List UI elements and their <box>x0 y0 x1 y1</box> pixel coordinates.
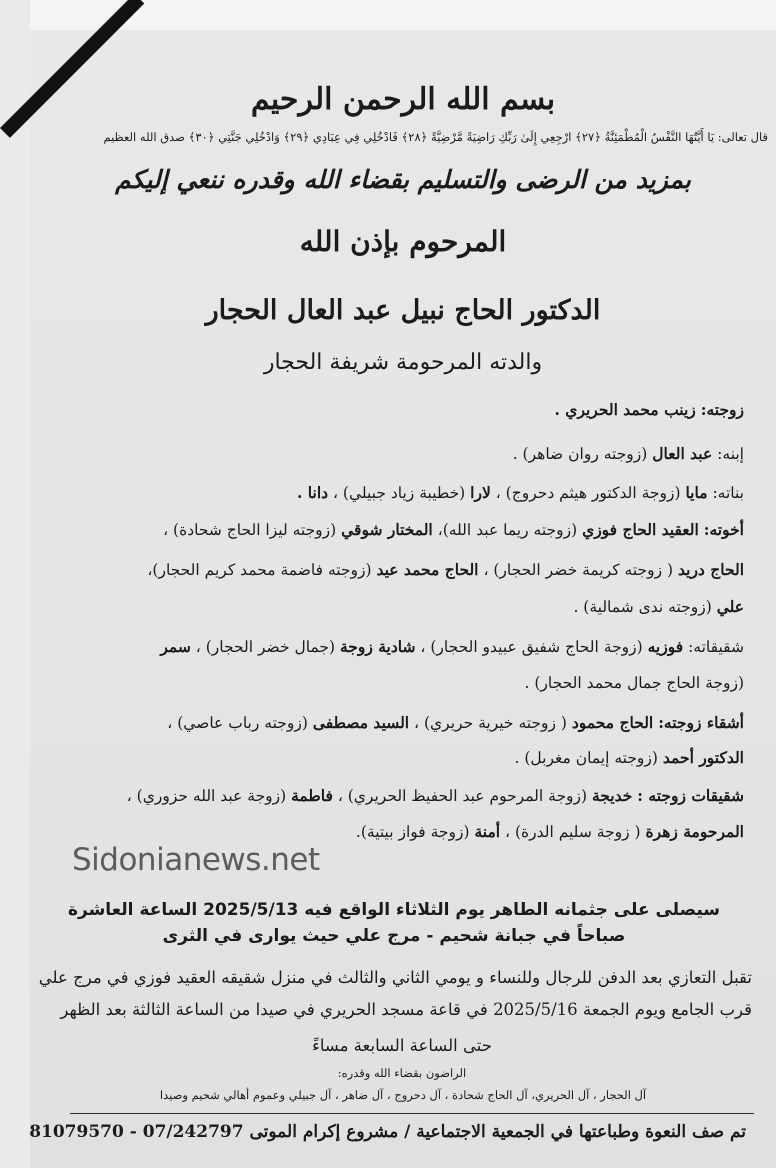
brother-4: الحاج محمد عيد <box>376 560 479 579</box>
daughter-1-rest: (زوجة الدكتور هيثم دحروج) ، <box>495 484 681 502</box>
daughter-3: دانا . <box>296 483 329 502</box>
wife-sister-2-rest: (زوجة عبد الله حزوري) ، <box>126 787 287 805</box>
wife-sister-4: أمنة <box>474 822 501 841</box>
daughter-2-rest: (خطيبة زياد جبيلي) ، <box>332 484 466 502</box>
quran-verse: قال تعالى: يَا أَيَّتُهَا النَّفْسُ الْمُطْمَئِنَّةُ ﴿٢٧﴾ ارْجِعِي إِلَىٰ رَبِّكِ رَاضِيَةً مَّرْضِيَّةً ﴿٢٨﴾ فَادْخُلِي فِي عِبَادِي ﴿٢٩﴾ وَادْخُلِي جَنَّتِي ﴿٣٠﴾ صدق الله العظيم <box>103 130 768 144</box>
closing-line-1: الراضون بقضاء الله وقدره: <box>337 1066 467 1080</box>
brothers-row-2 <box>60 560 744 579</box>
wife-brothers-row-2 <box>60 748 744 767</box>
wife-name: زينب محمد الحريري . <box>554 400 696 419</box>
daughters-label: بناته: <box>712 484 744 502</box>
brother-5: علي <box>716 597 744 616</box>
sister-2: شادية زوجة <box>339 637 416 656</box>
wife-brother-2-rest: (زوجته رباب عاصي) ، <box>167 714 308 732</box>
wife-sister-1: خديجة <box>591 786 633 805</box>
wife-brother-3: الدكتور أحمد <box>662 748 744 767</box>
deceased-status: المرحوم بإذن الله <box>299 225 507 258</box>
funeral-line-1: سيصلى على جثمانه الطاهر يوم الثلاثاء الواقع فيه 2025/5/13 الساعة العاشرة <box>67 900 721 920</box>
wife-brother-1: الحاج محمود <box>571 713 654 732</box>
brother-2-rest: (زوجته ليزا الحاج شحادة) ، <box>163 521 337 539</box>
condolences-line-2: قرب الجامع ويوم الجمعة 2025/5/16 في قاعة مسجد الحريري في صيدا من الساعة الثالثة بعد الظهر <box>60 1000 752 1019</box>
daughter-1: مايا <box>685 483 708 502</box>
sister-1-rest: (زوجة الحاج شفيق عبيدو الحجار) ، <box>420 638 643 656</box>
wife-sisters-label: شقيقات زوجته : <box>637 786 744 805</box>
brother-3-rest: ( زوجته كريمة خضر الحجار) ، <box>483 561 674 579</box>
brothers-label: أخوته: <box>703 520 744 539</box>
son-rest: (زوجته روان ضاهر) . <box>512 445 648 463</box>
wife-brother-1-rest: ( زوجته خيرية حريري) ، <box>414 714 567 732</box>
wife-label: زوجته: <box>700 400 744 419</box>
brother-1: العقيد الحاج فوزي <box>582 520 699 539</box>
footer-divider <box>70 1113 754 1114</box>
brothers-row-3 <box>60 597 744 616</box>
sisters-row-1 <box>60 637 744 656</box>
wife-sister-4-rest: (زوجة فواز بيتية). <box>355 823 470 841</box>
sister-2-rest: (جمال خضر الحجار) ، <box>195 638 336 656</box>
sister-3: سمر <box>160 637 191 656</box>
wife-row <box>60 400 744 419</box>
condolences-line-1: تقبل التعازي بعد الدفن للرجال وللنساء و يومي الثاني والثالث في منزل شقيقه العقيد فوزي في مرج علي <box>38 968 752 987</box>
closing-families: آل الحجار ، آل الحريري، آل الحاج شحادة ، آل دحروج ، آل ضاهر ، آل جبيلي وعموم أهالي شحيم وصيدا <box>159 1088 647 1102</box>
son-label: إبنه: <box>717 445 744 463</box>
sisters-label: شقيقاته: <box>688 638 744 656</box>
sisters-row-2 <box>60 674 744 692</box>
brother-4-rest: (زوجته فاضمة محمد كريم الحجار)، <box>147 561 372 579</box>
wife-sisters-row-2 <box>60 822 744 841</box>
wife-brothers-label: أشقاء زوجته: <box>658 713 744 732</box>
sister-3-rest: (زوجة الحاج جمال محمد الحجار) . <box>524 674 744 692</box>
condolences-line-3: حتى الساعة السابعة مساءً <box>312 1036 492 1055</box>
mother-line: والدته المرحومة شريفة الحجار <box>263 350 543 375</box>
wife-brothers-row-1 <box>60 713 744 732</box>
watermark-text: Sidonianews.net <box>72 842 320 878</box>
deceased-name: الدكتور الحاج نبيل عبد العال الحجار <box>205 295 601 326</box>
brother-1-rest: (زوجته ريما عبد الله)، <box>437 521 578 539</box>
daughters-row <box>60 483 744 502</box>
funeral-line-2: صباحاً في جبانة شحيم - مرج علي حيث يوارى في الثرى <box>162 926 626 946</box>
basmala: بسم الله الرحمن الرحيم <box>250 82 556 117</box>
footer-print-info: تم صف النعوة وطباعتها في الجمعية الاجتماعية / مشروع إكرام الموتى 07/242797 - 81079570 <box>29 1122 746 1142</box>
wife-brother-3-rest: (زوجته إيمان مغربل) . <box>514 749 658 767</box>
wife-sister-1-rest: (زوجة المرحوم عبد الحفيظ الحريري) ، <box>337 787 588 805</box>
brothers-row-1 <box>60 520 744 539</box>
son-row <box>60 444 744 463</box>
brother-3: الحاج دريد <box>678 560 744 579</box>
intro-line: بمزيد من الرضى والتسليم بقضاء الله وقدره ننعي إليكم <box>115 165 691 194</box>
wife-sisters-row-1 <box>60 786 744 805</box>
brother-2: المختار شوقي <box>341 520 433 539</box>
wife-sister-2: فاطمة <box>291 786 333 805</box>
sister-1: فوزيه <box>647 637 684 656</box>
daughter-2: لارا <box>470 483 491 502</box>
wife-sister-3-rest: ( زوجة سليم الدرة) ، <box>505 823 641 841</box>
brother-5-rest: (زوجته ندى شمالية) . <box>573 598 712 616</box>
wife-sister-3: المرحومة زهرة <box>645 822 744 841</box>
wife-brother-2: السيد مصطفى <box>312 713 410 732</box>
son-name: عبد العال <box>652 444 713 463</box>
